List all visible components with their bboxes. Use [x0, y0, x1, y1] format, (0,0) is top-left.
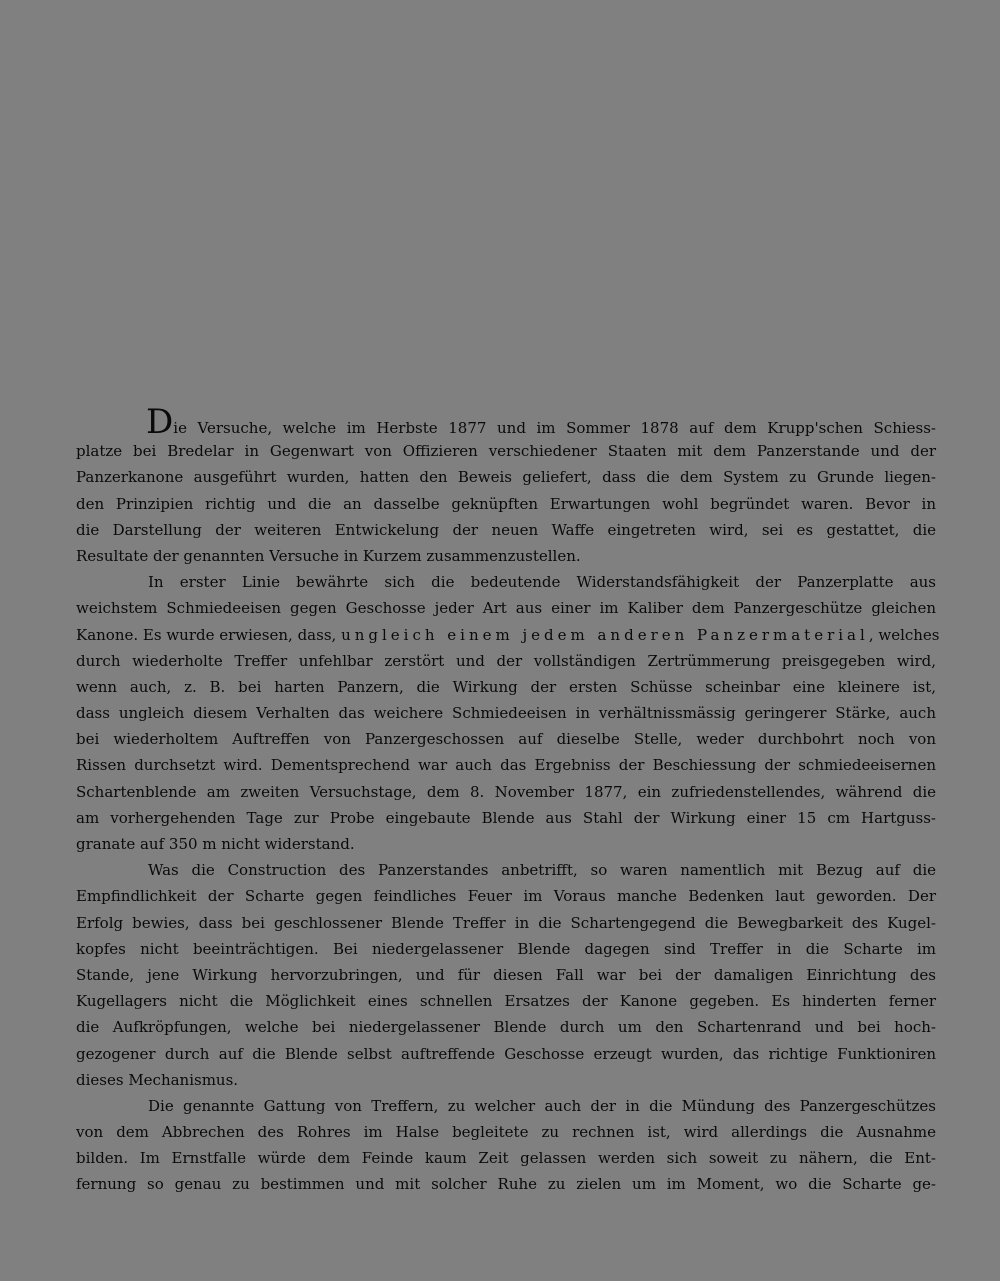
line-text: Kanone. Es wurde erwiesen, dass,	[76, 625, 342, 644]
text-line: Rissen durchsetzt wird. Dementsprechend war auch das Ergebniss der Beschiessung der schmiedeeisernen	[76, 756, 936, 775]
line-text: , welches	[868, 625, 940, 644]
text-line: bilden. Im Ernstfalle würde dem Feinde kaum Zeit gelassen werden sich soweit zu nähern, die Ent-	[76, 1149, 936, 1168]
text-line: Schartenblende am zweiten Versuchstage, dem 8. November 1877, ein zufriedenstellendes, während die	[76, 782, 936, 801]
body-text	[76, 402, 940, 1198]
text-line: von dem Abbrechen des Rohres im Halse begleitete zu rechnen ist, wird allerdings die Ausnahme	[76, 1123, 936, 1142]
text-line: wenn auch, z. B. bei harten Panzern, die Wirkung der ersten Schüsse scheinbar eine kleinere ist,	[76, 677, 936, 696]
text-line: Stande, jene Wirkung hervorzubringen, und für diesen Fall war bei der damaligen Einrichtung des	[76, 965, 936, 984]
text-line: kopfes nicht beeinträchtigen. Bei niedergelassener Blende dagegen sind Treffer in die Scharte im	[76, 939, 936, 958]
text-line: am vorhergehenden Tage zur Probe eingebaute Blende aus Stahl der Wirkung einer 15 cm Hartguss-	[76, 808, 936, 827]
line-text: ie Versuche, welche im Herbste 1877 und im Sommer 1878 auf dem Krupp'schen Schiess-	[173, 419, 936, 437]
text-line	[76, 622, 940, 648]
text-line: Panzerkanone ausgeführt wurden, hatten den Beweis geliefert, dass die dem System zu Grunde liegen-	[76, 468, 936, 487]
emphasized-text: ungleich einem jedem anderen Panzermaterial	[341, 625, 869, 644]
text-line: In erster Linie bewährte sich die bedeutende Widerstandsfähigkeit der Panzerplatte aus	[148, 573, 936, 592]
text-line: die Aufkröpfungen, welche bei niedergelassener Blende durch um den Schartenrand und bei hoch-	[76, 1018, 936, 1037]
text-line: platze bei Bredelar in Gegenwart von Offizieren verschiedener Staaten mit dem Panzerstande und der	[76, 442, 936, 461]
text-line: Kugellagers nicht die Möglichkeit eines schnellen Ersatzes der Kanone gegeben. Es hinderten ferner	[76, 992, 936, 1011]
drop-cap: D	[146, 402, 174, 442]
text-line: dieses Mechanismus.	[76, 1070, 239, 1089]
text-line: Resultate der genannten Versuche in Kurzem zusammenzustellen.	[76, 546, 581, 565]
text-line: den Prinzipien richtig und die an dasselbe geknüpften Erwartungen wohl begründet waren. Bevor in	[76, 494, 936, 513]
text-line: gezogener durch auf die Blende selbst auftreffende Geschosse erzeugt wurden, das richtige Funktioniren	[76, 1044, 936, 1063]
text-line: durch wiederholte Treffer unfehlbar zerstört und der vollständigen Zertrümmerung preisgegeben wird,	[76, 651, 936, 670]
text-line: granate auf 350 m nicht widerstand.	[76, 835, 355, 853]
text-line	[76, 402, 936, 442]
text-line: die Darstellung der weiteren Entwickelung der neuen Waffe eingetreten wird, sei es gestattet, die	[76, 520, 936, 539]
text-line: weichstem Schmiedeeisen gegen Geschosse jeder Art aus einer im Kaliber dem Panzergeschütze gleichen	[76, 599, 936, 618]
text-line: bei wiederholtem Auftreffen von Panzergeschossen auf dieselbe Stelle, weder durchbohrt noch von	[76, 730, 936, 749]
text-line: Empfindlichkeit der Scharte gegen feindliches Feuer im Voraus manche Bedenken laut geworden. Der	[76, 887, 936, 906]
text-line: fernung so genau zu bestimmen und mit solcher Ruhe zu zielen um im Moment, wo die Scharte ge-	[76, 1175, 936, 1194]
text-line: Erfolg bewies, dass bei geschlossener Blende Treffer in die Schartengegend die Bewegbarkeit des Kugel-	[76, 913, 936, 932]
text-line: Was die Construction des Panzerstandes anbetrifft, so waren namentlich mit Bezug auf die	[148, 861, 936, 880]
text-line: dass ungleich diesem Verhalten das weichere Schmiedeeisen in verhältnissmässig geringerer Stärke, auch	[76, 704, 936, 723]
text-line: Die genannte Gattung von Treffern, zu welcher auch der in die Mündung des Panzergeschützes	[148, 1096, 936, 1115]
